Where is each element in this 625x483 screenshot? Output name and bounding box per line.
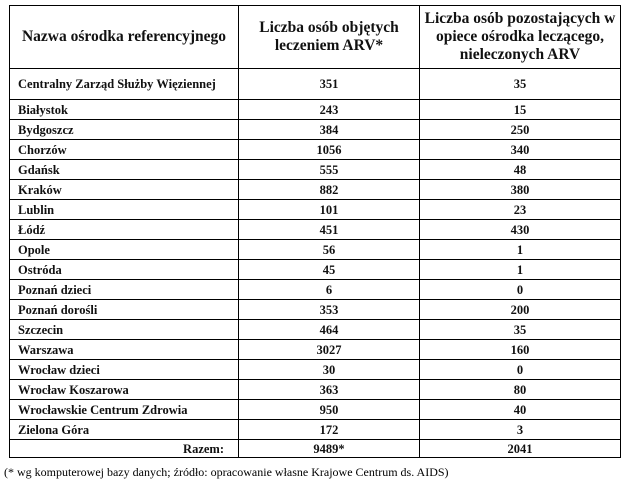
table-row bbox=[10, 340, 621, 360]
table-row bbox=[10, 400, 621, 420]
cell-center-name: Wrocławskie Centrum Zdrowia bbox=[10, 400, 239, 420]
cell-arv-count: 45 bbox=[239, 260, 420, 280]
table-row bbox=[10, 160, 621, 180]
cell-center-name: Poznań dzieci bbox=[10, 280, 239, 300]
table-header-row bbox=[10, 6, 621, 69]
cell-center-name: Ostróda bbox=[10, 260, 239, 280]
total-untreated-count: 2041 bbox=[420, 440, 621, 458]
total-label: Razem: bbox=[10, 440, 239, 458]
cell-untreated-count: 35 bbox=[420, 320, 621, 340]
cell-center-name: Opole bbox=[10, 240, 239, 260]
cell-untreated-count: 250 bbox=[420, 120, 621, 140]
cell-untreated-count: 430 bbox=[420, 220, 621, 240]
cell-arv-count: 6 bbox=[239, 280, 420, 300]
cell-untreated-count: 48 bbox=[420, 160, 621, 180]
table-row bbox=[10, 360, 621, 380]
table-row bbox=[10, 220, 621, 240]
cell-arv-count: 1056 bbox=[239, 140, 420, 160]
table-total-row bbox=[10, 440, 621, 458]
cell-center-name: Zielona Góra bbox=[10, 420, 239, 440]
cell-arv-count: 243 bbox=[239, 100, 420, 120]
arv-treatment-table bbox=[9, 5, 621, 458]
table-body bbox=[10, 69, 621, 458]
header-arv-count: Liczba osób objętych leczeniem ARV* bbox=[239, 6, 420, 69]
cell-center-name: Łódź bbox=[10, 220, 239, 240]
cell-center-name: Gdańsk bbox=[10, 160, 239, 180]
cell-arv-count: 950 bbox=[239, 400, 420, 420]
cell-arv-count: 3027 bbox=[239, 340, 420, 360]
table-row bbox=[10, 280, 621, 300]
cell-center-name: Kraków bbox=[10, 180, 239, 200]
cell-arv-count: 351 bbox=[239, 69, 420, 100]
table-row bbox=[10, 380, 621, 400]
cell-untreated-count: 1 bbox=[420, 260, 621, 280]
cell-arv-count: 363 bbox=[239, 380, 420, 400]
cell-center-name: Szczecin bbox=[10, 320, 239, 340]
cell-arv-count: 30 bbox=[239, 360, 420, 380]
table-row bbox=[10, 100, 621, 120]
cell-arv-count: 353 bbox=[239, 300, 420, 320]
cell-untreated-count: 80 bbox=[420, 380, 621, 400]
cell-arv-count: 384 bbox=[239, 120, 420, 140]
cell-untreated-count: 0 bbox=[420, 280, 621, 300]
table-row bbox=[10, 180, 621, 200]
cell-arv-count: 555 bbox=[239, 160, 420, 180]
cell-center-name: Poznań dorośli bbox=[10, 300, 239, 320]
cell-arv-count: 101 bbox=[239, 200, 420, 220]
cell-center-name: Warszawa bbox=[10, 340, 239, 360]
cell-arv-count: 882 bbox=[239, 180, 420, 200]
table-row bbox=[10, 320, 621, 340]
cell-untreated-count: 40 bbox=[420, 400, 621, 420]
cell-center-name: Wrocław Koszarowa bbox=[10, 380, 239, 400]
cell-arv-count: 56 bbox=[239, 240, 420, 260]
cell-untreated-count: 0 bbox=[420, 360, 621, 380]
table-row bbox=[10, 140, 621, 160]
table-row bbox=[10, 120, 621, 140]
cell-untreated-count: 340 bbox=[420, 140, 621, 160]
cell-center-name: Centralny Zarząd Służby Więziennej bbox=[10, 69, 239, 100]
table-row bbox=[10, 240, 621, 260]
cell-untreated-count: 380 bbox=[420, 180, 621, 200]
footnote: (* wg komputerowej bazy danych; źródło: opracowanie własne Krajowe Centrum ds. AIDS) bbox=[4, 465, 449, 479]
cell-untreated-count: 15 bbox=[420, 100, 621, 120]
table-row bbox=[10, 69, 621, 100]
cell-untreated-count: 35 bbox=[420, 69, 621, 100]
cell-arv-count: 172 bbox=[239, 420, 420, 440]
cell-untreated-count: 23 bbox=[420, 200, 621, 220]
cell-center-name: Chorzów bbox=[10, 140, 239, 160]
table-row bbox=[10, 200, 621, 220]
cell-center-name: Lublin bbox=[10, 200, 239, 220]
cell-untreated-count: 3 bbox=[420, 420, 621, 440]
table-row bbox=[10, 300, 621, 320]
header-center-name: Nazwa ośrodka referencyjnego bbox=[10, 6, 239, 69]
total-arv-count: 9489* bbox=[239, 440, 420, 458]
cell-arv-count: 451 bbox=[239, 220, 420, 240]
table-row bbox=[10, 420, 621, 440]
header-untreated-count: Liczba osób pozostających w opiece ośrodka leczącego, nieleczonych ARV bbox=[420, 6, 621, 69]
cell-center-name: Bydgoszcz bbox=[10, 120, 239, 140]
cell-untreated-count: 200 bbox=[420, 300, 621, 320]
cell-center-name: Białystok bbox=[10, 100, 239, 120]
cell-untreated-count: 1 bbox=[420, 240, 621, 260]
cell-center-name: Wrocław dzieci bbox=[10, 360, 239, 380]
table-row bbox=[10, 260, 621, 280]
cell-untreated-count: 160 bbox=[420, 340, 621, 360]
cell-arv-count: 464 bbox=[239, 320, 420, 340]
